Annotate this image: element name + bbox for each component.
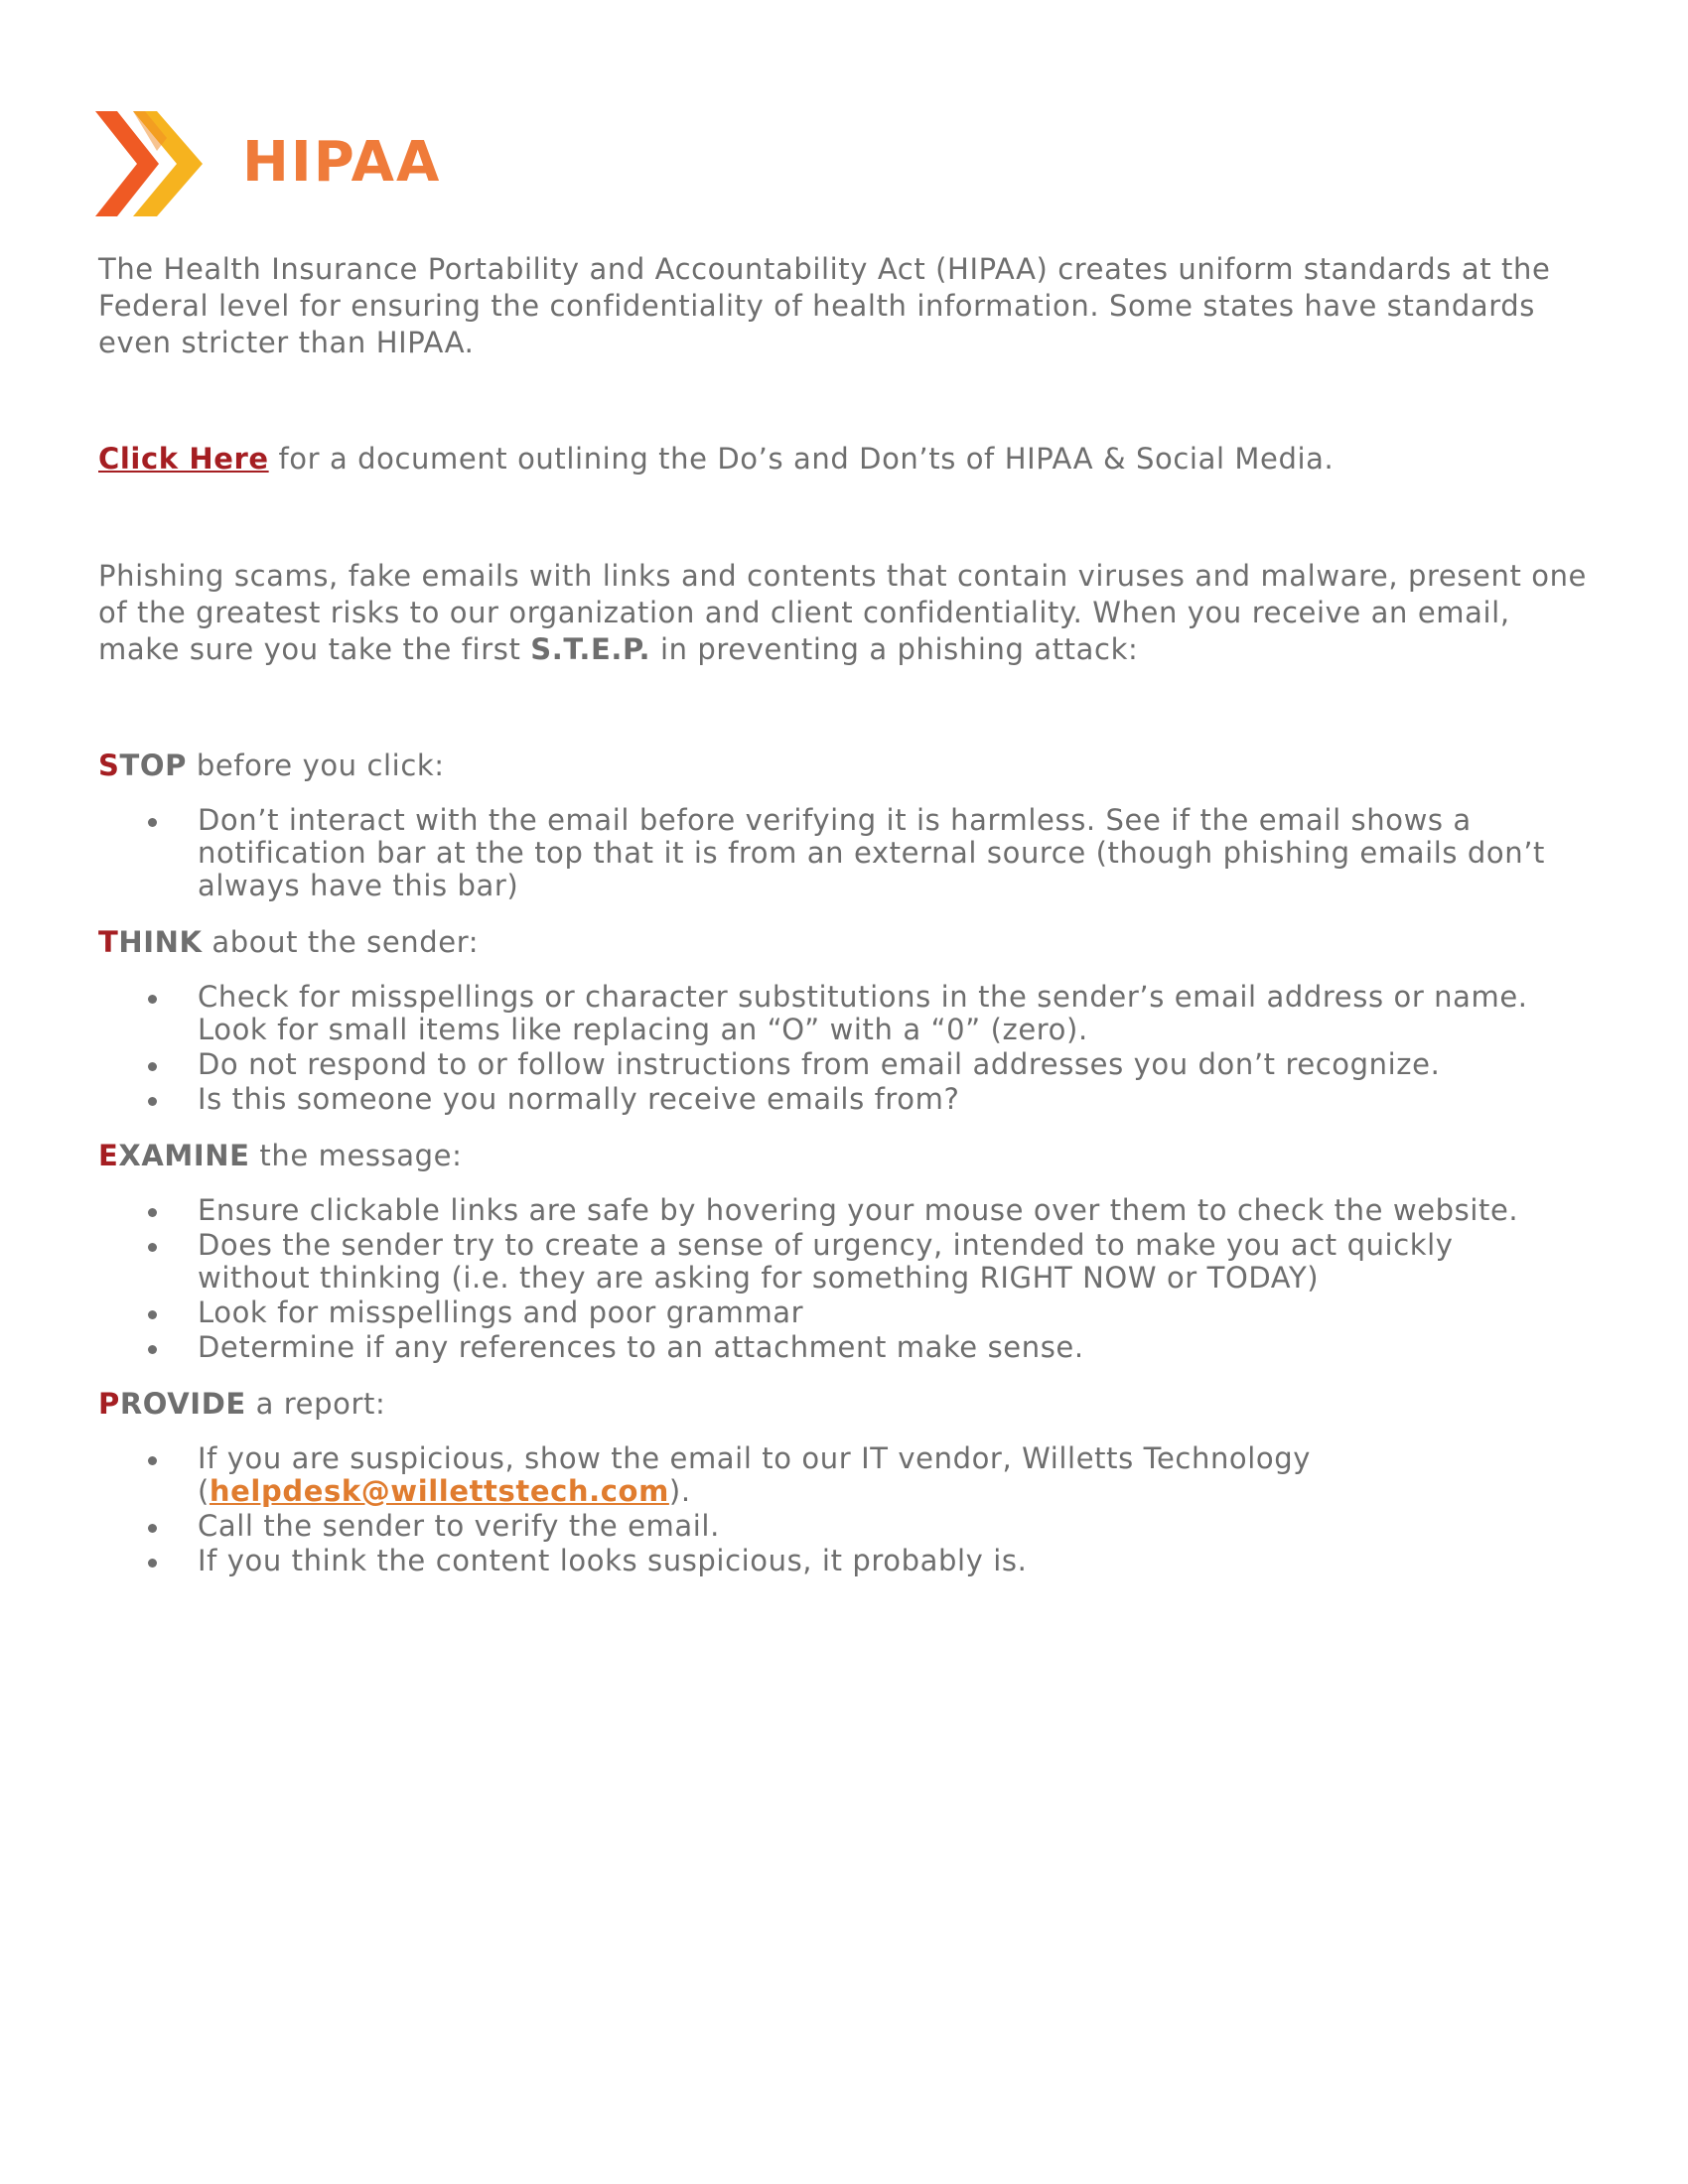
list-item-text: Ensure clickable links are safe by hovering your mouse over them to check the website. (198, 1193, 1519, 1227)
hipaa-logo (95, 107, 483, 226)
click-here-link[interactable]: Click Here (98, 442, 269, 476)
bullet-icon (148, 1243, 157, 1252)
list-item (98, 1083, 1568, 1116)
list-item-text: If you are suspicious, show the email to our IT vendor, Willetts Technology ( (198, 1441, 1312, 1508)
step-think-word: HINK (118, 925, 203, 959)
step-examine-heading (98, 1138, 1588, 1174)
list-item-text: Call the sender to verify the email. (198, 1509, 720, 1543)
step-provide-rest: a report: (245, 1387, 386, 1421)
chevron-arrows-icon (95, 107, 234, 226)
bullet-icon (148, 1208, 157, 1217)
list-item-text: Does the sender try to create a sense of urgency, intended to make you act quickly without thinking (i.e. they are asking for something RIGHT NOW or TODAY) (198, 1228, 1454, 1295)
phishing-paragraph (98, 558, 1588, 668)
bullet-icon (148, 1310, 157, 1319)
bullet-icon (148, 818, 157, 827)
list-item-text: Is this someone you normally receive emails from? (198, 1082, 960, 1116)
step-stop-letter: S (98, 749, 120, 782)
step-stop-rest: before you click: (187, 749, 445, 782)
step-provide-heading (98, 1386, 1588, 1423)
list-item-text: Look for misspellings and poor grammar (198, 1296, 804, 1329)
list-item (98, 1442, 1568, 1508)
list-item (98, 1510, 1568, 1543)
list-item-text: Check for misspellings or character substitutions in the sender’s email address or name. Look for small items like replacing an “O” with a “0” (zero). (198, 980, 1528, 1046)
list-item (98, 1331, 1568, 1364)
list-item (98, 1048, 1568, 1081)
bullet-icon (148, 1062, 157, 1071)
list-item (98, 981, 1568, 1046)
click-here-paragraph (98, 441, 1588, 478)
list-item-text: If you think the content looks suspicious, it probably is. (198, 1544, 1028, 1577)
step-provide-list (98, 1442, 1588, 1577)
list-item-text: Determine if any references to an attachment make sense. (198, 1330, 1084, 1364)
list-item (98, 1297, 1568, 1329)
step-think-letter: T (98, 925, 119, 959)
list-item (98, 1545, 1568, 1577)
bullet-icon (148, 1559, 157, 1568)
logo-text: HIPAA (242, 130, 442, 195)
document-body (98, 251, 1588, 1599)
list-item (98, 1194, 1568, 1227)
step-examine-list (98, 1194, 1588, 1364)
step-stop-list (98, 804, 1588, 902)
helpdesk-email-link[interactable]: helpdesk@willettstech.com (209, 1474, 669, 1508)
step-think-list (98, 981, 1588, 1116)
step-provide-word: ROVIDE (119, 1387, 246, 1421)
step-examine-rest: the message: (249, 1139, 463, 1172)
step-acronym: S.T.E.P. (530, 632, 651, 666)
bullet-icon (148, 1345, 157, 1354)
bullet-icon (148, 1456, 157, 1465)
bullet-icon (148, 1524, 157, 1533)
list-item-text-end: ). (668, 1474, 691, 1508)
step-examine-letter: E (98, 1139, 119, 1172)
step-examine-word: XAMINE (118, 1139, 250, 1172)
list-item-text: Don’t interact with the email before verifying it is harmless. See if the email shows a notification bar at the top that it is from an external source (though phishing emails don’t always have this bar) (198, 803, 1546, 902)
click-here-text: for a document outlining the Do’s and Don’ts of HIPAA & Social Media. (268, 442, 1335, 476)
step-stop-word: TOP (119, 749, 187, 782)
step-think-heading (98, 924, 1588, 961)
intro-paragraph: The Health Insurance Portability and Accountability Act (HIPAA) creates uniform standards at the Federal level for ensuring the confidentiality of health information. Some states have standards even stricter than HIPAA. (98, 252, 1551, 359)
phishing-text-before: Phishing scams, fake emails with links and contents that contain viruses and malware, present one of the greatest risks to our organization and client confidentiality. When you receive an email, make sure you take the first (98, 559, 1587, 666)
bullet-icon (148, 1097, 157, 1106)
phishing-text-after: in preventing a phishing attack: (650, 632, 1139, 666)
list-item (98, 804, 1568, 902)
list-item (98, 1229, 1568, 1295)
step-think-rest: about the sender: (202, 925, 480, 959)
step-stop-heading (98, 748, 1588, 784)
list-item-text: Do not respond to or follow instructions from email addresses you don’t recognize. (198, 1047, 1441, 1081)
bullet-icon (148, 995, 157, 1004)
step-provide-letter: P (98, 1387, 120, 1421)
